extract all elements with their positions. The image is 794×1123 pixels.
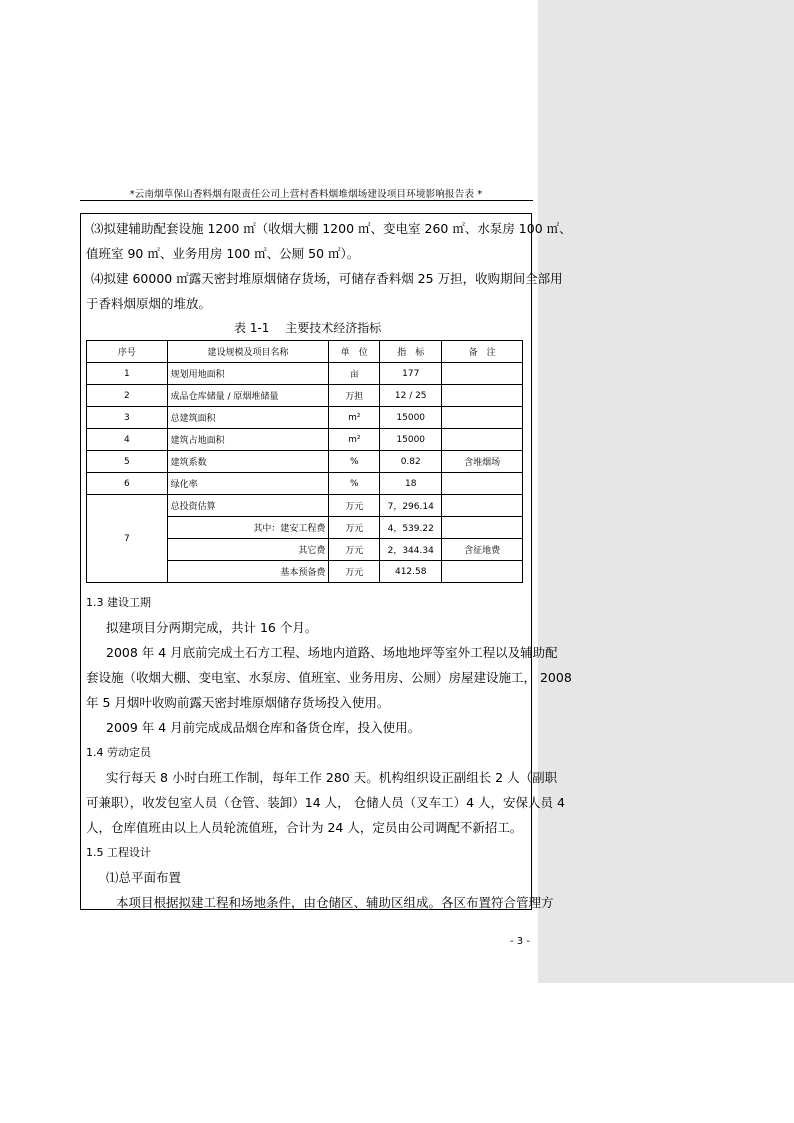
para-3-line2: 值班室 90 ㎡、业务用房 100 ㎡、公厕 50 ㎡）。: [86, 246, 360, 261]
page-number: - 3 -: [510, 936, 530, 947]
cell-value: 15000: [380, 429, 442, 451]
cell-unit: m²: [329, 429, 380, 451]
cell-item: 总投资估算: [167, 495, 329, 517]
cell-value: 2，344.34: [380, 539, 442, 561]
comment-pane: [538, 0, 794, 983]
cell-item: 其它费: [167, 539, 329, 561]
header-cell: 单 位: [329, 341, 380, 363]
cell-item: 建筑系数: [167, 451, 329, 473]
cell-value: 15000: [380, 407, 442, 429]
cell-unit: 万担: [329, 385, 380, 407]
section-1-5-para1: 本项目根据拟建工程和场地条件，由仓储区、辅助区组成。各区布置符合管理方: [116, 895, 554, 910]
header-cell: 指 标: [380, 341, 442, 363]
running-header: *云南烟草保山香料烟有限责任公司上营村香料烟堆烟场建设项目环境影响报告表 *: [129, 189, 483, 200]
cell-item: 总建筑面积: [167, 407, 329, 429]
tech-indicator-table: [86, 340, 523, 583]
cell-value: 12 / 25: [380, 385, 442, 407]
cell-unit: 万元: [329, 561, 380, 583]
header-cell: 序号: [87, 341, 168, 363]
cell-note: [442, 385, 523, 407]
cell-note: [442, 473, 523, 495]
cell-note: [442, 429, 523, 451]
section-1-3-para3: 2009 年 4 月前完成成品烟仓库和备货仓库，投入使用。: [106, 720, 421, 735]
cell-value: 7，296.14: [380, 495, 442, 517]
header-rule: [80, 200, 533, 201]
cell-value: 177: [380, 363, 442, 385]
table-row: [87, 385, 523, 407]
cell-note: 含征地费: [442, 539, 523, 561]
cell-value: 0.82: [380, 451, 442, 473]
table-row: [87, 473, 523, 495]
cell-value: 412.58: [380, 561, 442, 583]
table-header-row: [87, 341, 523, 363]
section-1-3-para2-line2: 套设施（收烟大棚、变电室、水泵房、值班室、业务用房、公厕）房屋建设施工， 2008: [86, 670, 572, 685]
table-row: [87, 407, 523, 429]
section-1-4-line1: 实行每天 8 小时白班工作制，每年工作 280 天。机构组织设正副组长 2 人（副职: [106, 770, 558, 785]
cell-value: 18: [380, 473, 442, 495]
cell-unit: %: [329, 473, 380, 495]
section-1-3-para2-line1: 2008 年 4 月底前完成土石方工程、场地内道路、场地地坪等室外工程以及辅助配: [106, 645, 558, 660]
cell-note: [442, 517, 523, 539]
section-1-3-heading: 1.3 建设工期: [86, 596, 151, 609]
cell-item: 规划用地面积: [167, 363, 329, 385]
para-3-line1: ⑶拟建辅助配套设施 1200 ㎡（收烟大棚 1200 ㎡、变电室 260 ㎡、水泵房 100 ㎡、: [91, 221, 572, 236]
cell-note: 含堆烟场: [442, 451, 523, 473]
cell-item: 其中：建安工程费: [167, 517, 329, 539]
header-cell: 建设规模及项目名称: [167, 341, 329, 363]
cell-unit: 万元: [329, 517, 380, 539]
para-4-line1: ⑷拟建 60000 ㎡露天密封堆原烟储存货场，可储存香料烟 25 万担，收购期间全部用: [91, 271, 563, 286]
cell-item: 建筑占地面积: [167, 429, 329, 451]
cell-seq: 7: [87, 495, 168, 583]
section-1-4-line3: 人，仓库值班由以上人员轮流值班，合计为 24 人，定员由公司调配不新招工。: [86, 820, 523, 835]
cell-unit: 万元: [329, 495, 380, 517]
cell-seq: 4: [87, 429, 168, 451]
section-1-4-heading: 1.4 劳动定员: [86, 746, 151, 759]
section-1-3-para2-line3: 年 5 月烟叶收购前露天密封堆原烟储存货场投入使用。: [86, 695, 390, 710]
cell-note: [442, 495, 523, 517]
cell-note: [442, 407, 523, 429]
cell-seq: 2: [87, 385, 168, 407]
table-row: [87, 495, 523, 517]
cell-note: [442, 561, 523, 583]
section-1-3-para1: 拟建项目分两期完成，共计 16 个月。: [106, 620, 318, 635]
cell-item: 基本预备费: [167, 561, 329, 583]
cell-unit: m²: [329, 407, 380, 429]
cell-seq: 5: [87, 451, 168, 473]
cell-seq: 6: [87, 473, 168, 495]
table-row: [87, 363, 523, 385]
header-cell: 备 注: [442, 341, 523, 363]
cell-unit: 亩: [329, 363, 380, 385]
table-row: [87, 451, 523, 473]
cell-value: 4，539.22: [380, 517, 442, 539]
section-1-5-subheading: ⑴总平面布置: [106, 870, 182, 885]
cell-seq: 3: [87, 407, 168, 429]
cell-note: [442, 363, 523, 385]
section-1-5-heading: 1.5 工程设计: [86, 846, 151, 859]
para-4-line2: 于香料烟原烟的堆放。: [86, 296, 212, 311]
table-row: [87, 429, 523, 451]
table-caption: 表 1-1 主要技术经济指标: [234, 321, 382, 335]
cell-unit: 万元: [329, 539, 380, 561]
cell-item: 成品仓库储量 / 原烟堆储量: [167, 385, 329, 407]
section-1-4-line2: 可兼职），收发包室人员（仓管、装卸）14 人， 仓储人员（叉车工）4 人，安保人员 4: [86, 795, 565, 810]
cell-seq: 1: [87, 363, 168, 385]
cell-item: 绿化率: [167, 473, 329, 495]
cell-unit: %: [329, 451, 380, 473]
